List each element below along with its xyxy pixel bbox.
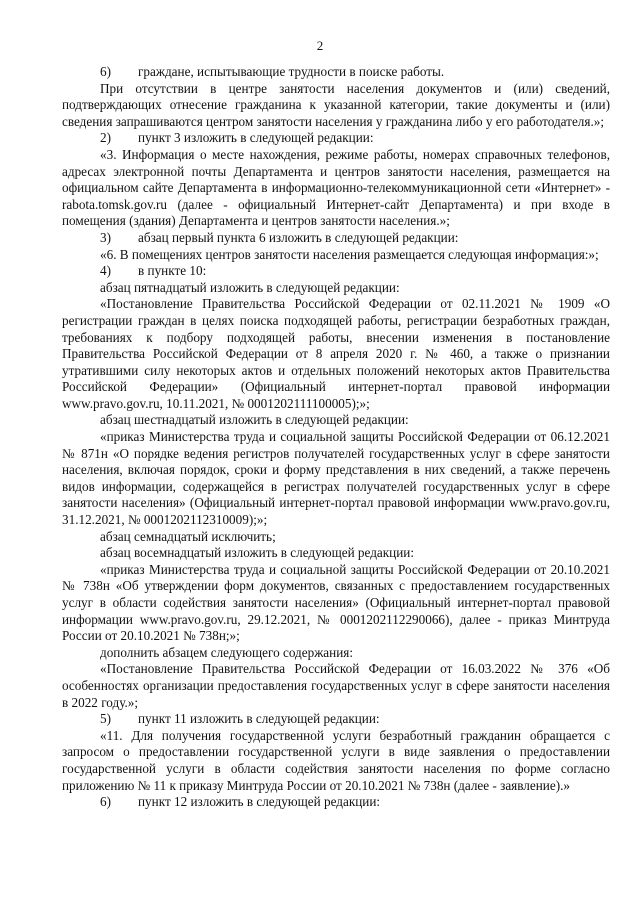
item-text: пункт 12 изложить в следующей редакции:	[138, 794, 381, 810]
item-number: 2)	[100, 130, 111, 146]
list-item	[62, 64, 610, 81]
paragraph: «11. Для получения государственной услуги безработный гражданин обращается с запросом о предоставлении государственной услуги в виде заявления о предоставлении государственной услуги в области содействия занятости населения по форме согласно приложению № 11 к приказу Минтруда России от 20.10.2021 № 738н (далее - заявление).»	[62, 727, 610, 793]
item-text: абзац первый пункта 6 изложить в следующей редакции:	[138, 229, 459, 245]
item-number: 6)	[100, 794, 111, 810]
paragraph: «приказ Министерства труда и социальной защиты Российской Федерации от 20.10.2021 № 738н «Об утверждении форм документов, связанных с предоставлением государственных услуг в области содействия занятости населения» (Официальный интернет-портал правовой информации www.pravo.gov.ru, 29.12.2021, № 0001202112290066), далее - приказ Минтруда России от 20.10.2021 № 738н;»;	[62, 561, 610, 644]
paragraph: абзац семнадцатый исключить;	[100, 528, 276, 544]
paragraph: При отсутствии в центре занятости населения документов и (или) сведений, подтверждающих отнесение гражданина к указанной категории, такие документы и (или) сведения запрашиваются центром занятости населения у гражданина либо у его работодателя.»;	[62, 80, 610, 129]
item-text: граждане, испытывающие трудности в поиске работы.	[138, 64, 445, 79]
list-item	[62, 230, 610, 247]
paragraph: «Постановление Правительства Российской Федерации от 16.03.2022 № 376 «Об особенностях организации предоставления государственных услуг в сфере занятости населения в 2022 году.»;	[62, 661, 610, 710]
item-number: 4)	[100, 263, 111, 279]
item-number: 6)	[100, 64, 111, 79]
paragraph: абзац шестнадцатый изложить в следующей редакции:	[100, 412, 409, 428]
document-body	[62, 64, 610, 811]
item-text: пункт 11 изложить в следующей редакции:	[138, 711, 380, 727]
item-text: в пункте 10:	[138, 263, 207, 279]
list-item	[62, 130, 610, 147]
paragraph: «6. В помещениях центров занятости населения размещается следующая информация:»;	[100, 246, 599, 262]
paragraph: «Постановление Правительства Российской Федерации от 02.11.2021 № 1909 «О регистрации граждан в целях поиска подходящей работы, регистрации безработных граждан, требованиях к подбору подходящей работы, внесении изменения в постановление Правительства Российской Федерации от 8 апреля 2020 г. № 460, а также о признании утратившими силу некоторых актов и отдельных положений некоторых актов Правительства Российской Федерации» (Официальный интернет-портал правовой информации www.pravo.gov.ru, 10.11.2021, № 0001202111100005);»;	[62, 296, 610, 411]
list-item	[62, 794, 610, 811]
paragraph: «3. Информация о месте нахождения, режиме работы, номерах справочных телефонов, адресах электронной почты Департамента и центров занятости населения, размещается на официальном сайте Департамента в информационно-телекоммуникационной сети «Интернет» - rabota.tomsk.gov.ru (далее - официальный Интернет-сайт Департамента) и при входе в помещения (здания) Департамента и центров занятости населения.»;	[62, 146, 610, 229]
paragraph: дополнить абзацем следующего содержания:	[100, 644, 354, 660]
paragraph: «приказ Министерства труда и социальной защиты Российской Федерации от 06.12.2021 № 871н «О порядке ведения регистров получателей государственных услуг в сфере занятости населения, включая порядок, сроки и форму представления в них сведений, а также перечень видов информации, содержащейся в регистрах получателей государственных услуг в сфере занятости населения» (Официальный интернет-портал правовой информации www.pravo.gov.ru, 31.12.2021, № 0001202112310009);»;	[62, 429, 610, 528]
list-item	[62, 711, 610, 728]
item-number: 5)	[100, 711, 111, 727]
item-number: 3)	[100, 229, 111, 245]
item-text: пункт 3 изложить в следующей редакции:	[138, 130, 374, 146]
list-item	[62, 263, 610, 280]
paragraph: абзац пятнадцатый изложить в следующей редакции:	[100, 279, 400, 295]
paragraph: абзац восемнадцатый изложить в следующей редакции:	[100, 545, 415, 561]
page-number: 2	[316, 38, 324, 53]
